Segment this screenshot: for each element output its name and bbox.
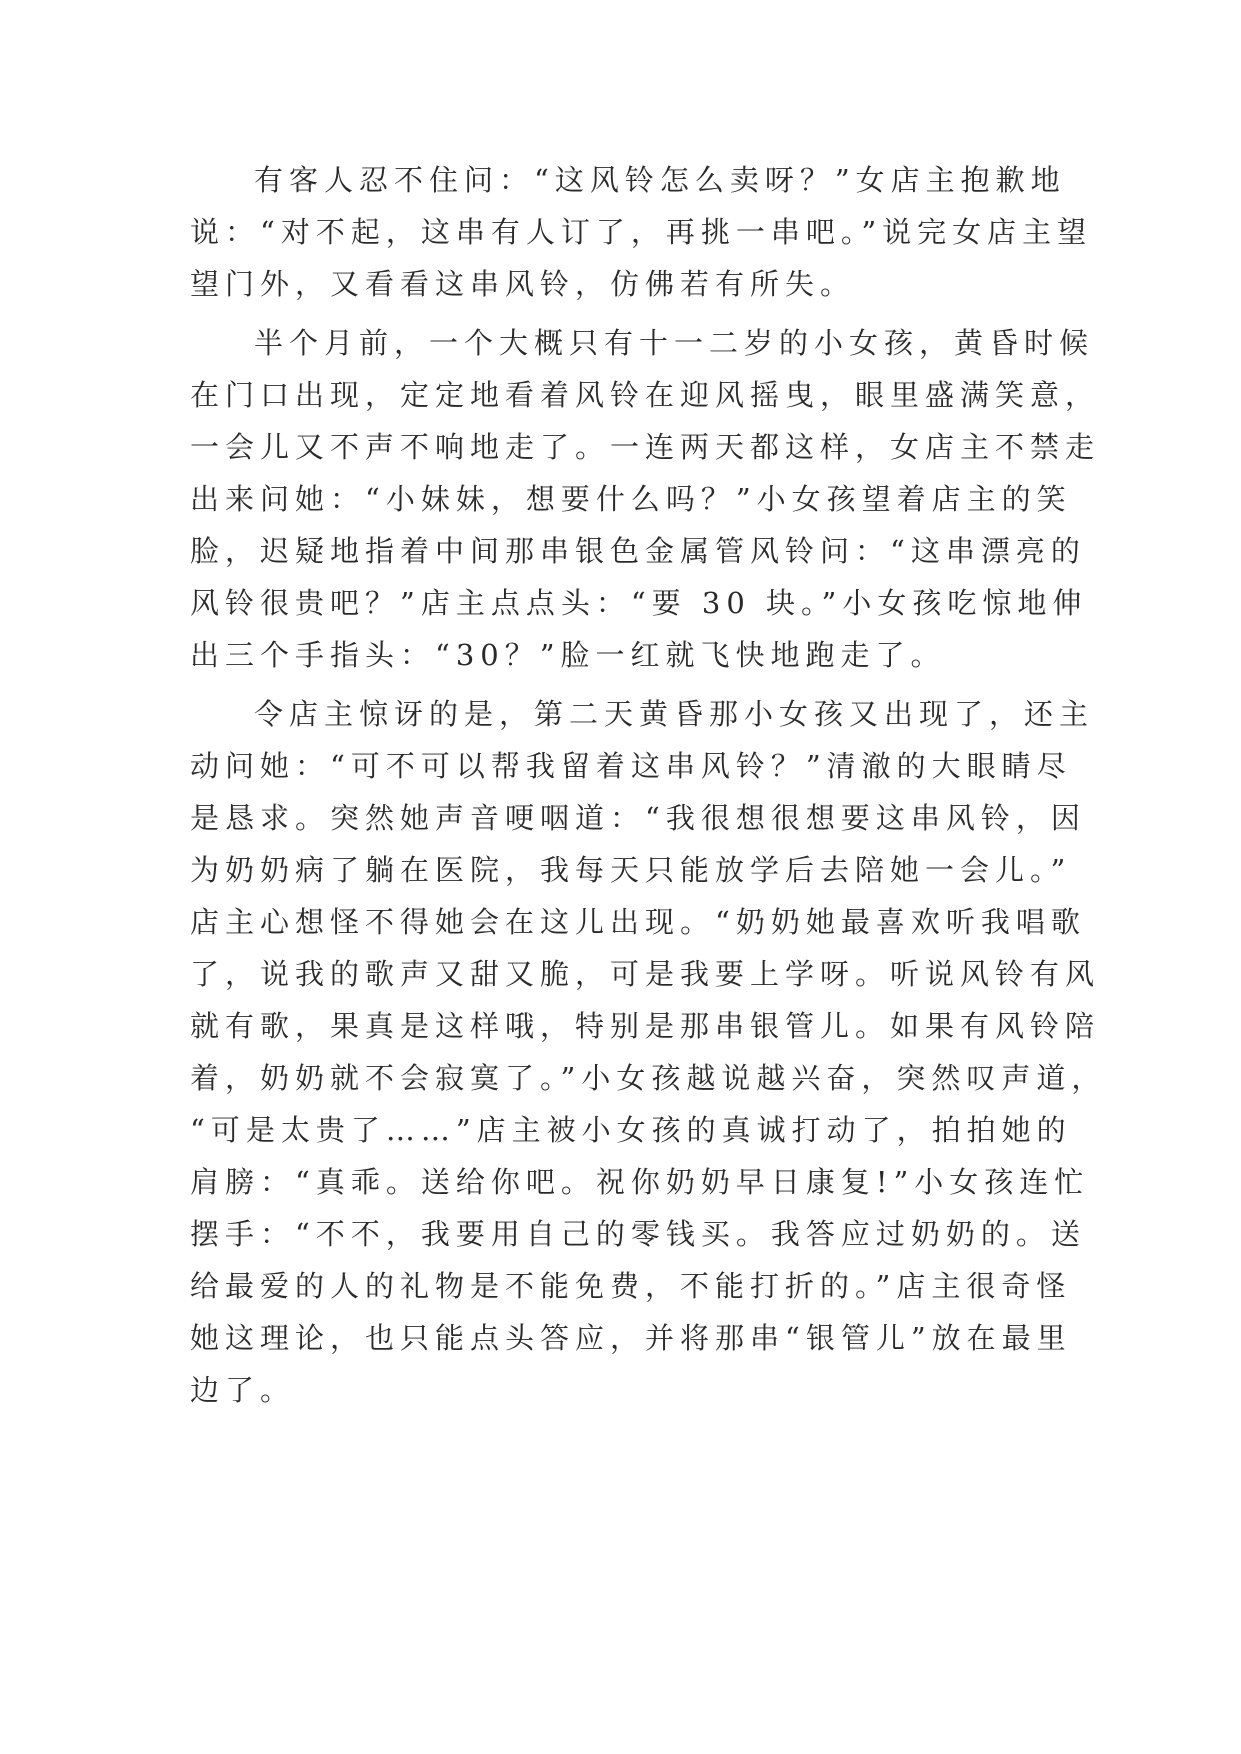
text-line: 动问她：“可不可以帮我留着这串风铃？”清澈的大眼睛尽 (190, 749, 1072, 783)
paragraph-1 (190, 154, 1093, 310)
text-line: 一会儿又不声不响地走了。一连两天都这样，女店主不禁走 (190, 430, 1101, 464)
text-line: 半个月前，一个大概只有十一二岁的小女孩，黄昏时候 (254, 326, 1095, 360)
text-line: 了，说我的歌声又甜又脆，可是我要上学呀。听说风铃有风 (190, 957, 1101, 991)
text-line: 店主心想怪不得她会在这儿出现。“奶奶她最喜欢听我唱歌 (190, 905, 1086, 939)
text-line: 给最爱的人的礼物是不能免费，不能打折的。”店主很奇怪 (190, 1269, 1072, 1303)
text-line: 脸，迟疑地指着中间那串银色金属管风铃问：“这串漂亮的 (190, 534, 1086, 568)
text-line: 风铃很贵吧？”店主点点头：“要 30 块。”小女孩吃惊地伸 (190, 586, 1088, 620)
text-line: 为奶奶病了躺在医院，我每天只能放学后去陪她一会儿。” (190, 853, 1072, 887)
text-line: 说：“对不起，这串有人订了，再挑一串吧。”说完女店主望 (190, 215, 1093, 249)
text-line: 出三个手指头：“30？”脸一红就飞快地跑走了。 (190, 638, 946, 672)
text-line: 她这理论，也只能点头答应，并将那串“银管儿”放在最里 (190, 1321, 1072, 1355)
paragraph-2 (190, 317, 1101, 681)
text-line: 出来问她：“小妹妹，想要什么吗？”小女孩望着店主的笑 (190, 482, 1072, 516)
text-line: 在门口出现，定定地看着风铃在迎风摇曳，眼里盛满笑意， (190, 378, 1101, 412)
text-line: “可是太贵了……”店主被小女孩的真诚打动了，拍拍她的 (190, 1113, 1072, 1147)
text-line: 就有歌，果真是这样哦，特别是那串银管儿。如果有风铃陪 (190, 1009, 1101, 1043)
text-line: 着，奶奶就不会寂寞了。”小女孩越说越兴奋，突然叹声道， (190, 1061, 1107, 1095)
text-line: 有客人忍不住问：“这风铃怎么卖呀？”女店主抱歉地 (254, 163, 1066, 197)
text-line: 摆手：“不不，我要用自己的零钱买。我答应过奶奶的。送 (190, 1217, 1086, 1251)
text-line: 是恳求。突然她声音哽咽道：“我很想很想要这串风铃，因 (190, 801, 1086, 835)
text-line: 令店主惊讶的是，第二天黄昏那小女孩又出现了，还主 (254, 697, 1095, 731)
paragraph-3 (190, 688, 1107, 1416)
text-line: 边了。 (190, 1373, 296, 1407)
body-text (190, 154, 1107, 1416)
text-line: 肩膀：“真乖。送给你吧。祝你奶奶早日康复!”小女孩连忙 (190, 1165, 1090, 1199)
text-line: 望门外，又看看这串风铃，仿佛若有所失。 (190, 267, 856, 301)
